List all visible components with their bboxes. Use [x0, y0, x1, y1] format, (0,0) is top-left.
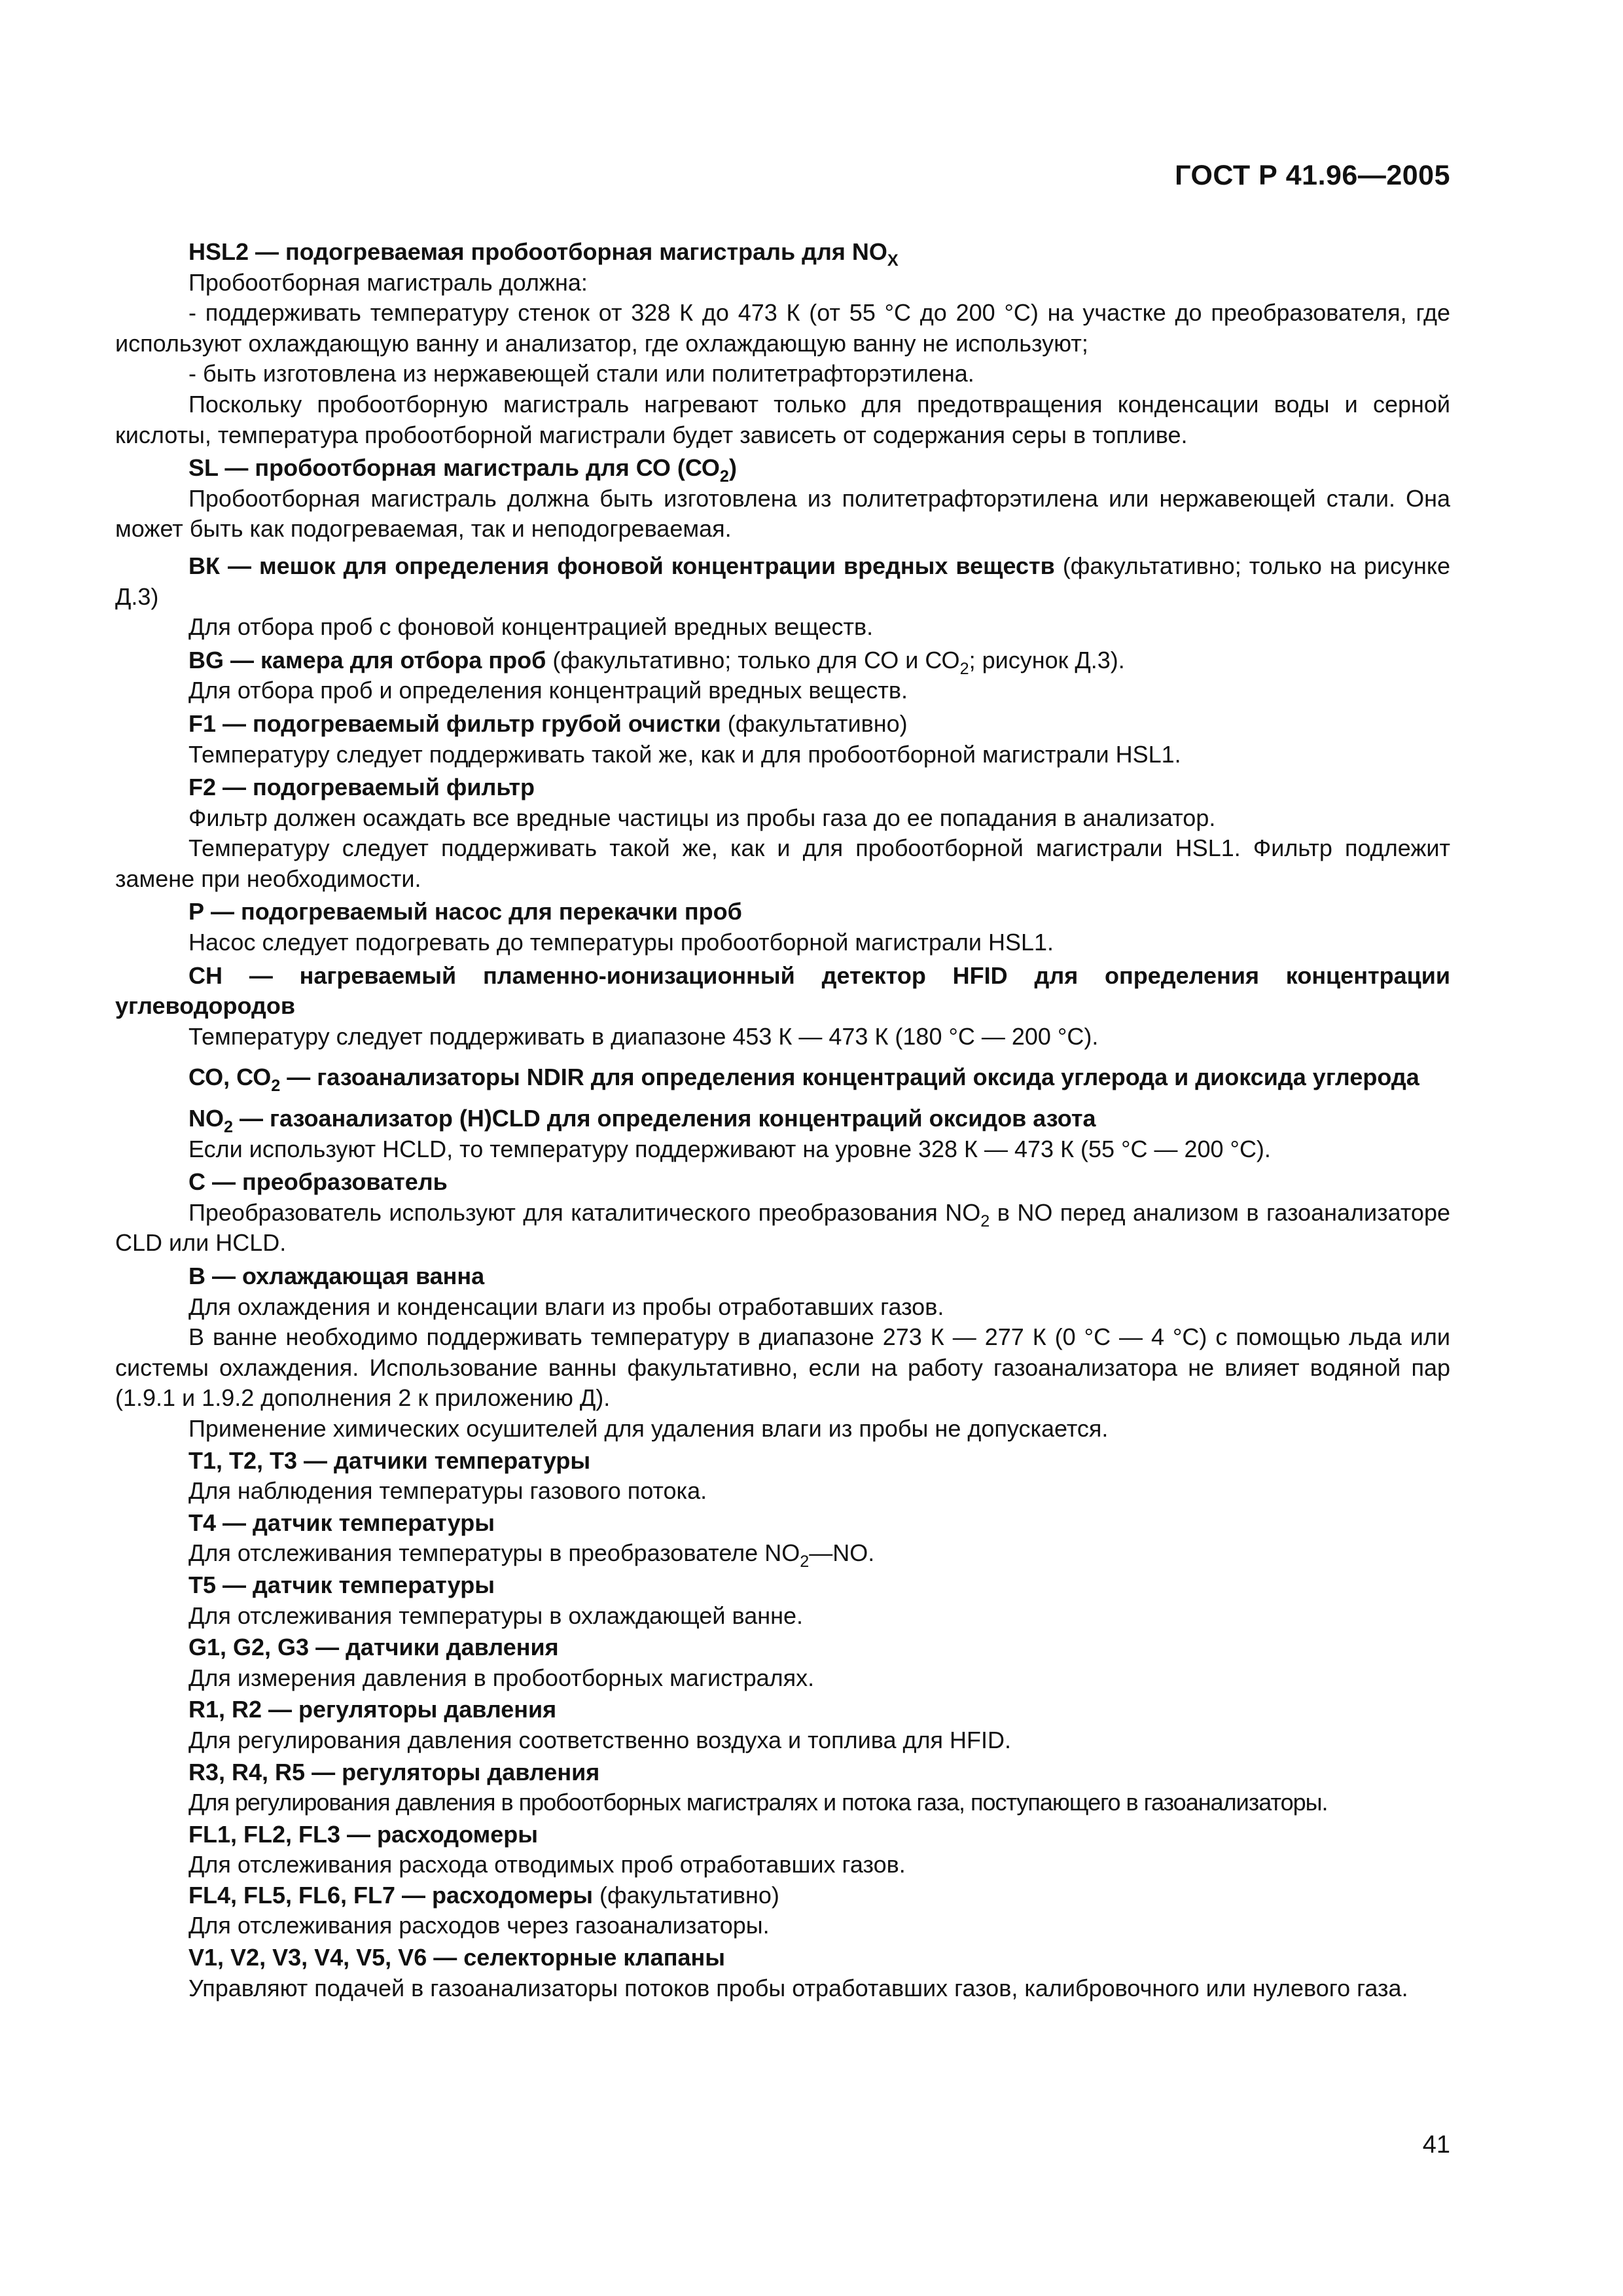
subscript: 2 [719, 467, 729, 486]
heading-text: F1 — подогреваемый фильтр грубой очистки [188, 709, 721, 737]
heading-text: — газоанализатор (H)CLD для определения концентраций оксидов азота [233, 1105, 1096, 1132]
paragraph: Для охлаждения и конденсации влаги из пробы отработавших газов. [188, 1293, 944, 1320]
heading-text: — газоанализаторы NDIR для определения концентраций оксида углерода и диоксида углерода [280, 1064, 1419, 1091]
paragraph: Для отбора проб с фоновой концентрацией вредных веществ. [188, 613, 874, 641]
paragraph: Пробоотборная магистраль должна быть изготовлена из политетрафторэтилена или нержавеющей стали. Она может быть как подогреваемая, так и неподогреваемая. [115, 484, 1450, 543]
subscript: X [887, 251, 899, 270]
paragraph: Для отслеживания расходов через газоанализаторы. [188, 1912, 770, 1939]
paragraph: - поддерживать температуру стенок от 328 К до 473 К (от 55 °С до 200 °С) на участке до преобразователя, где используют охлаждающую ванну и анализатор, где охлаждающую ванну не используют; [115, 299, 1450, 357]
section-heading: Т4 — датчик температуры [188, 1509, 495, 1536]
section-heading: FL1, FL2, FL3 — расходомеры [188, 1820, 538, 1848]
paragraph: Для отслеживания расхода отводимых проб отработавших газов. [188, 1851, 906, 1878]
section-heading: R1, R2 — регуляторы давления [188, 1696, 557, 1723]
section-heading: R3, R4, R5 — регуляторы давления [188, 1758, 600, 1785]
paragraph-text: —NO. [809, 1539, 875, 1567]
standard-code-header: ГОСТ Р 41.96—2005 [1175, 160, 1450, 191]
section-heading [115, 453, 1450, 484]
subscript: 2 [959, 659, 969, 678]
paragraph: Для регулирования давления соответственно воздуха и топлива для HFID. [188, 1726, 1012, 1753]
paragraph: В ванне необходимо поддерживать температуру в диапазоне 273 К — 277 К (0 °С — 4 °С) с помощью льда или системы охлаждения. Использование ванны факультативно, если на работу газоанализатора не влияет водяной пар (1.9.1 и 1.9.2 дополнения 2 к приложению Д). [115, 1323, 1450, 1412]
heading-text: NO [188, 1105, 224, 1132]
heading-note: ; рисунок Д.3). [969, 646, 1125, 673]
paragraph: Поскольку пробоотборную магистраль нагревают только для предотвращения конденсации воды и серной кислоты, температура пробоотборной магистрали будет зависеть от содержания серы в топливе. [115, 390, 1450, 448]
section-heading: СН — нагреваемый пламенно-ионизационный детектор HFID для определения концентрации углеводородов [115, 961, 1450, 1020]
heading-note: (факультативно) [592, 1881, 779, 1909]
heading-text: ) [728, 454, 737, 482]
paragraph: Для измерения давления в пробоотборных магистралях. [188, 1664, 815, 1691]
heading-text: BG — камера для отбора проб [188, 646, 546, 673]
section-heading: Р — подогреваемый насос для перекачки проб [188, 898, 742, 925]
section-heading: V1, V2, V3, V4, V5, V6 — селекторные клапаны [188, 1944, 725, 1971]
heading-note: (факультативно; только на рисунке Д.3) [115, 552, 1451, 610]
paragraph: Для регулирования давления в пробоотборных магистралях и потока газа, поступающего в газоанализаторы. [188, 1789, 1328, 1816]
section-heading [115, 1880, 1450, 1911]
paragraph-text: Преобразователь используют для каталитического преобразования NO [188, 1198, 981, 1226]
subscript: 2 [224, 1117, 234, 1136]
paragraph: Пробоотборная магистраль должна: [188, 268, 588, 296]
subscript: 2 [980, 1211, 990, 1230]
heading-text: ВК — мешок для определения фоновой концентрации вредных веществ [188, 552, 1055, 579]
paragraph: Для отбора проб и определения концентраций вредных веществ. [188, 677, 908, 704]
section-heading [115, 709, 1450, 740]
heading-text: FL4, FL5, FL6, FL7 — расходомеры [188, 1881, 593, 1909]
paragraph [115, 1538, 1450, 1569]
paragraph: Для отслеживания температуры в охлаждающей ванне. [188, 1602, 804, 1629]
section-heading [115, 645, 1450, 676]
heading-text: СО, СО [188, 1064, 272, 1091]
legend-text [115, 236, 1450, 2003]
subscript: 2 [800, 1552, 810, 1571]
paragraph: - быть изготовлена из нержавеющей стали или политетрафторэтилена. [188, 360, 974, 387]
paragraph: Насос следует подогревать до температуры пробоотборной магистрали HSL1. [188, 929, 1054, 956]
paragraph [115, 1198, 1450, 1259]
section-heading: G1, G2, G3 — датчики давления [188, 1634, 559, 1661]
paragraph: Если используют HCLD, то температуру поддерживают на уровне 328 К — 473 К (55 °С — 200 °С). [188, 1135, 1271, 1162]
section-heading [115, 237, 1450, 268]
paragraph: Для наблюдения температуры газового потока. [188, 1477, 707, 1505]
paragraph: Температуру следует поддерживать такой же, как и для пробоотборной магистрали HSL1. [188, 740, 1181, 768]
paragraph: Температуру следует поддерживать в диапазоне 453 К — 473 К (180 °С — 200 °С). [188, 1022, 1099, 1050]
paragraph: Управляют подачей в газоанализаторы потоков пробы отработавших газов, калибровочного или нулевого газа. [188, 1974, 1408, 2001]
section-heading [115, 1103, 1450, 1134]
paragraph: Применение химических осушителей для удаления влаги из пробы не допускается. [188, 1414, 1109, 1442]
paragraph-text: Для отслеживания температуры в преобразователе NO [188, 1539, 800, 1567]
paragraph: Температуру следует поддерживать такой же, как и для пробоотборной магистрали HSL1. Фильтр подлежит замене при необходимости. [115, 834, 1450, 892]
section-heading: Т1, Т2, Т3 — датчики температуры [188, 1446, 591, 1474]
section-heading: Т5 — датчик температуры [188, 1571, 495, 1598]
section-heading: F2 — подогреваемый фильтр [188, 774, 535, 801]
paragraph-text: в NO перед анализом в газоанализаторе CLD или HCLD. [115, 1198, 1450, 1257]
section-heading: С — преобразователь [188, 1168, 448, 1196]
heading-text: HSL2 — подогреваемая пробоотборная магистраль для NO [188, 238, 887, 265]
page-number: 41 [1422, 2131, 1450, 2159]
subscript: 2 [271, 1077, 281, 1096]
heading-note: (факультативно; только для СО и СО [546, 646, 960, 673]
heading-text: SL — пробоотборная магистраль для СО (СО [188, 454, 720, 482]
paragraph: Фильтр должен осаждать все вредные частицы из пробы газа до ее попадания в анализатор. [188, 804, 1216, 831]
section-heading [115, 1062, 1450, 1096]
section-heading: В — охлаждающая ванна [188, 1263, 485, 1289]
heading-note: (факультативно) [721, 709, 908, 737]
section-heading [115, 551, 1450, 612]
